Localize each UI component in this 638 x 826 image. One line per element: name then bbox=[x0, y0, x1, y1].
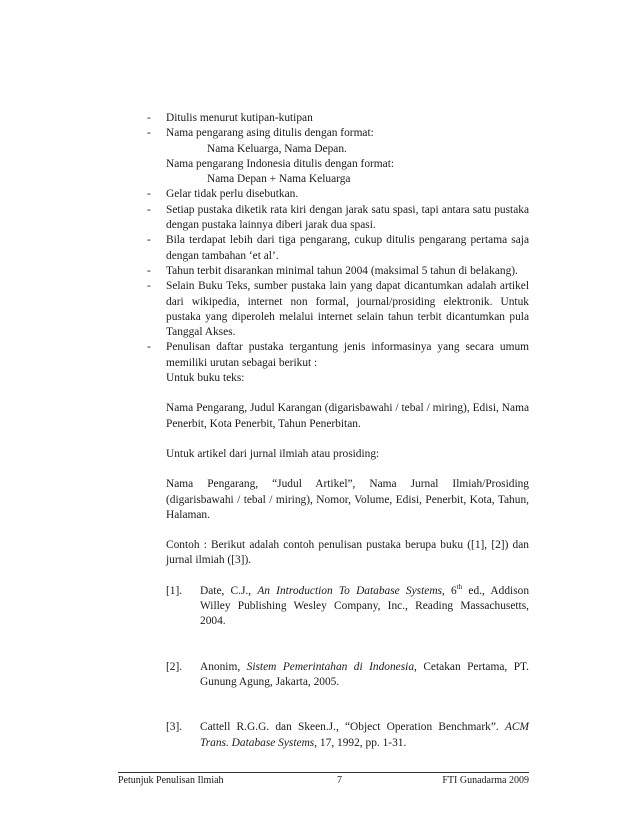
ref-title: An Introduction To Database Systems bbox=[257, 584, 442, 597]
ref-author: Anonim, bbox=[200, 660, 247, 673]
bullet-dash: - bbox=[147, 112, 151, 124]
ref-publisher: , Cetakan Pertama, PT. Gunung Agung, Jakarta, 2005. bbox=[200, 660, 529, 688]
footer-title: Petunjuk Penulisan Ilmiah bbox=[118, 775, 224, 786]
bullet-text: Setiap pustaka diketik rata kiri dengan jarak satu spasi, tapi antara satu pustaka dengan pustaka lainnya diberi jarak dua spasi. bbox=[166, 203, 529, 232]
bullet-dash: - bbox=[147, 280, 151, 293]
bullet-item bbox=[147, 187, 529, 202]
bullet-text: Selain Buku Teks, sumber pustaka lain yang dapat dicantumkan adalah artikel dari wikipedia, internet non formal, journal/prosiding elektronik. Untuk pustaka yang diperoleh melalui internet selain tahun terbit dicantumkan pula Tanggal Akses. bbox=[166, 280, 529, 339]
bullet-item bbox=[147, 233, 529, 264]
jurnal-format: Nama Pengarang, “Judul Artikel”, Nama Jurnal Ilmiah/Prosiding (digarisbawahi / tebal / miring), Nomor, Volume, Edisi, Penerbit, Kota, Tahun, Halaman. bbox=[166, 478, 529, 521]
bullet-dash: - bbox=[147, 203, 151, 216]
reference-item bbox=[147, 720, 529, 751]
ref-edition: , 6 bbox=[442, 584, 457, 597]
format-asing: Nama Keluarga, Nama Depan. bbox=[207, 142, 347, 155]
footer-divider bbox=[118, 772, 529, 773]
bullet-dash: - bbox=[147, 188, 151, 201]
reference-number: [1]. bbox=[166, 584, 183, 597]
bullet-dash: - bbox=[147, 264, 151, 277]
bullet-item bbox=[147, 279, 529, 340]
bullet-text: Penulisan daftar pustaka tergantung jenis informasinya yang secara umum memiliki urutan sebagai berikut : bbox=[166, 341, 529, 369]
bullet-dash: - bbox=[147, 127, 151, 140]
ref-edition-sup: th bbox=[456, 582, 463, 591]
reference-text bbox=[166, 720, 529, 751]
bullet-item bbox=[147, 203, 529, 234]
ref-details: , 17, 1992, pp. 1-31. bbox=[314, 736, 407, 749]
reference-number: [2]. bbox=[166, 660, 183, 673]
indo-intro: Nama pengarang Indonesia ditulis dengan format: bbox=[166, 157, 395, 170]
footer-institution: FTI Gunadarma 2009 bbox=[442, 775, 529, 786]
reference-text bbox=[166, 584, 529, 630]
reference-text bbox=[166, 660, 529, 691]
page-number: 7 bbox=[337, 775, 342, 786]
buku-teks-format: Nama Pengarang, Judul Karangan (digarisbawahi / tebal / miring), Edisi, Nama Penerbit, Kota Penerbit, Tahun Penerbitan. bbox=[166, 402, 529, 430]
ref-title: Sistem Pemerintahan di Indonesia bbox=[246, 660, 415, 673]
reference-item bbox=[147, 660, 529, 691]
bullet-text: Ditulis menurut kutipan-kutipan bbox=[166, 112, 313, 124]
page-content bbox=[147, 111, 529, 751]
buku-teks-label: Untuk buku teks: bbox=[166, 372, 245, 385]
bullet-text: Tahun terbit disarankan minimal tahun 2004 (maksimal 5 tahun di belakang). bbox=[166, 264, 518, 277]
ref-publisher: ed., Addison Willey Publishing Wesley Company, Inc., Reading Massachusetts, 2004. bbox=[200, 584, 530, 628]
bullet-item bbox=[147, 111, 529, 126]
ref-author: Cattell R.G.G. dan Skeen.J., “Object Operation Benchmark”. bbox=[200, 721, 505, 734]
bullet-dash: - bbox=[147, 234, 151, 247]
bullet-text: Gelar tidak perlu disebutkan. bbox=[166, 188, 299, 201]
ref-author: Date, C.J., bbox=[200, 584, 258, 597]
bullet-item bbox=[147, 340, 529, 371]
reference-item bbox=[147, 584, 529, 630]
reference-number: [3]. bbox=[166, 721, 183, 734]
bullet-item bbox=[147, 126, 529, 141]
ref-journal: ACM Trans. Database Systems bbox=[200, 721, 529, 749]
jurnal-label: Untuk artikel dari jurnal ilmiah atau prosiding: bbox=[166, 447, 380, 460]
format-indo: Nama Depan + Nama Keluarga bbox=[207, 173, 351, 186]
bullet-item bbox=[147, 264, 529, 279]
bullet-dash: - bbox=[147, 341, 151, 354]
bullet-text: Nama pengarang asing ditulis dengan format: bbox=[166, 127, 374, 140]
contoh-paragraph: Contoh : Berikut adalah contoh penulisan pustaka berupa buku ([1], [2]) dan jurnal ilmiah ([3]). bbox=[166, 539, 529, 567]
bullet-text: Bila terdapat lebih dari tiga pengarang, cukup ditulis pengarang pertama saja dengan tambahan ‘et al’. bbox=[166, 234, 529, 262]
